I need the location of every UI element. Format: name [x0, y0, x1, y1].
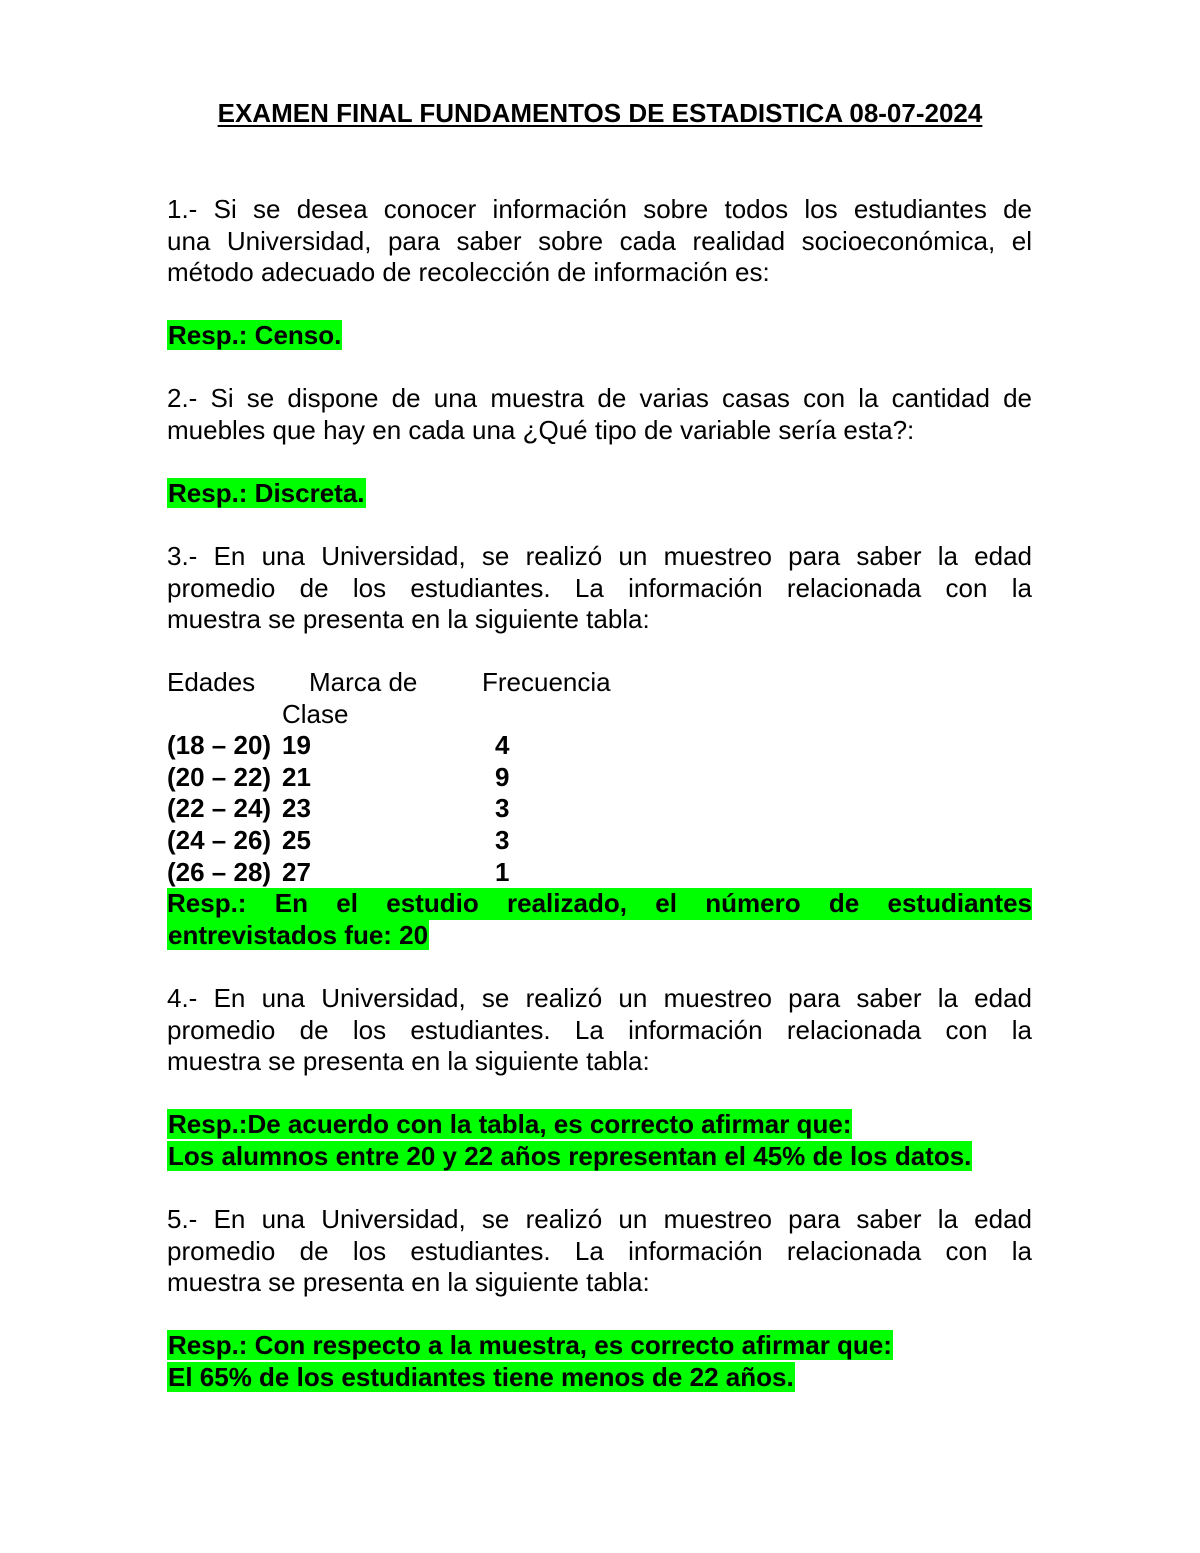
question-1: [167, 194, 1032, 289]
answer-4-line-2: Los alumnos entre 20 y 22 años representan el 45% de los datos.: [168, 1140, 972, 1171]
table-cell-frequency: 9: [495, 761, 510, 792]
header-marca-de-clase: Marca de Clase: [282, 667, 418, 729]
question-1-line-2: una Universidad, para saber sobre cada realidad socioeconómica, el: [167, 225, 1032, 256]
table-cell-range: (22 – 24): [167, 793, 272, 824]
table-row: [167, 825, 682, 857]
table-cell-frequency: 1: [495, 856, 510, 887]
table-cell-range: (18 – 20): [167, 730, 272, 761]
question-4-line-1: 4.- En una Universidad, se realizó un muestreo para saber la edad: [167, 983, 1032, 1013]
answer-5-line-1: Resp.: Con respecto a la muestra, es correcto afirmar que:: [168, 1330, 892, 1360]
question-2-line-2: muebles que hay en cada una ¿Qué tipo de variable sería esta?:: [167, 414, 915, 445]
table-row: [167, 762, 682, 794]
table-cell-mark: 23: [282, 793, 311, 824]
table-cell-mark: 19: [282, 730, 311, 761]
answer-5: [167, 1330, 1032, 1393]
question-5: [167, 1204, 1032, 1299]
question-1-line-3: método adecuado de recolección de información es:: [167, 257, 770, 288]
frequency-table: [167, 667, 682, 888]
answer-4: [167, 1109, 1032, 1172]
question-4-line-2: promedio de los estudiantes. La información relacionada con la: [167, 1014, 1032, 1045]
table-cell-mark: 27: [282, 856, 311, 887]
answer-3-line-1: Resp.: En el estudio realizado, el número de estudiantes: [167, 888, 1032, 918]
question-2-line-1: 2.- Si se dispone de una muestra de varias casas con la cantidad de: [167, 383, 1032, 413]
table-cell-frequency: 3: [495, 824, 510, 855]
table-row: [167, 793, 682, 825]
question-2: [167, 383, 1032, 446]
table-cell-frequency: 3: [495, 793, 510, 824]
table-cell-range: (20 – 22): [167, 761, 272, 792]
table-cell-frequency: 4: [495, 730, 510, 761]
question-5-line-1: 5.- En una Universidad, se realizó un muestreo para saber la edad: [167, 1204, 1032, 1234]
table-cell-range: (26 – 28): [167, 856, 272, 887]
question-3-line-2: promedio de los estudiantes. La información relacionada con la: [167, 572, 1032, 603]
answer-2-text: Resp.: Discreta.: [168, 478, 365, 508]
header-edades: Edades: [167, 667, 256, 697]
answer-1: [167, 320, 1032, 352]
answer-2: [167, 478, 1032, 510]
page-title: EXAMEN FINAL FUNDAMENTOS DE ESTADISTICA 08-07-2024: [217, 98, 983, 128]
table-cell-mark: 21: [282, 761, 311, 792]
answer-3-line-2: entrevistados fue: 20: [168, 919, 429, 950]
answer-4-line-1: Resp.:De acuerdo con la tabla, es correcto afirmar que:: [168, 1109, 852, 1139]
question-5-line-3: muestra se presenta en la siguiente tabla:: [167, 1267, 650, 1298]
answer-3: [167, 888, 1032, 951]
question-5-line-2: promedio de los estudiantes. La información relacionada con la: [167, 1235, 1032, 1266]
question-1-line-1: 1.- Si se desea conocer información sobre todos los estudiantes de: [167, 194, 1032, 224]
header-frecuencia: Frecuencia: [482, 667, 611, 697]
table-row: [167, 857, 682, 889]
table-cell-mark: 25: [282, 824, 311, 855]
question-3-line-1: 3.- En una Universidad, se realizó un muestreo para saber la edad: [167, 541, 1032, 571]
question-3: [167, 541, 1032, 636]
answer-1-text: Resp.: Censo.: [168, 320, 342, 350]
question-4: [167, 983, 1032, 1078]
question-3-line-3: muestra se presenta en la siguiente tabla:: [167, 604, 650, 635]
answer-5-line-2: El 65% de los estudiantes tiene menos de 22 años.: [168, 1361, 794, 1392]
table-cell-range: (24 – 26): [167, 824, 272, 855]
table-header-row: [167, 667, 682, 730]
question-4-line-3: muestra se presenta en la siguiente tabla:: [167, 1046, 650, 1077]
table-row: [167, 730, 682, 762]
